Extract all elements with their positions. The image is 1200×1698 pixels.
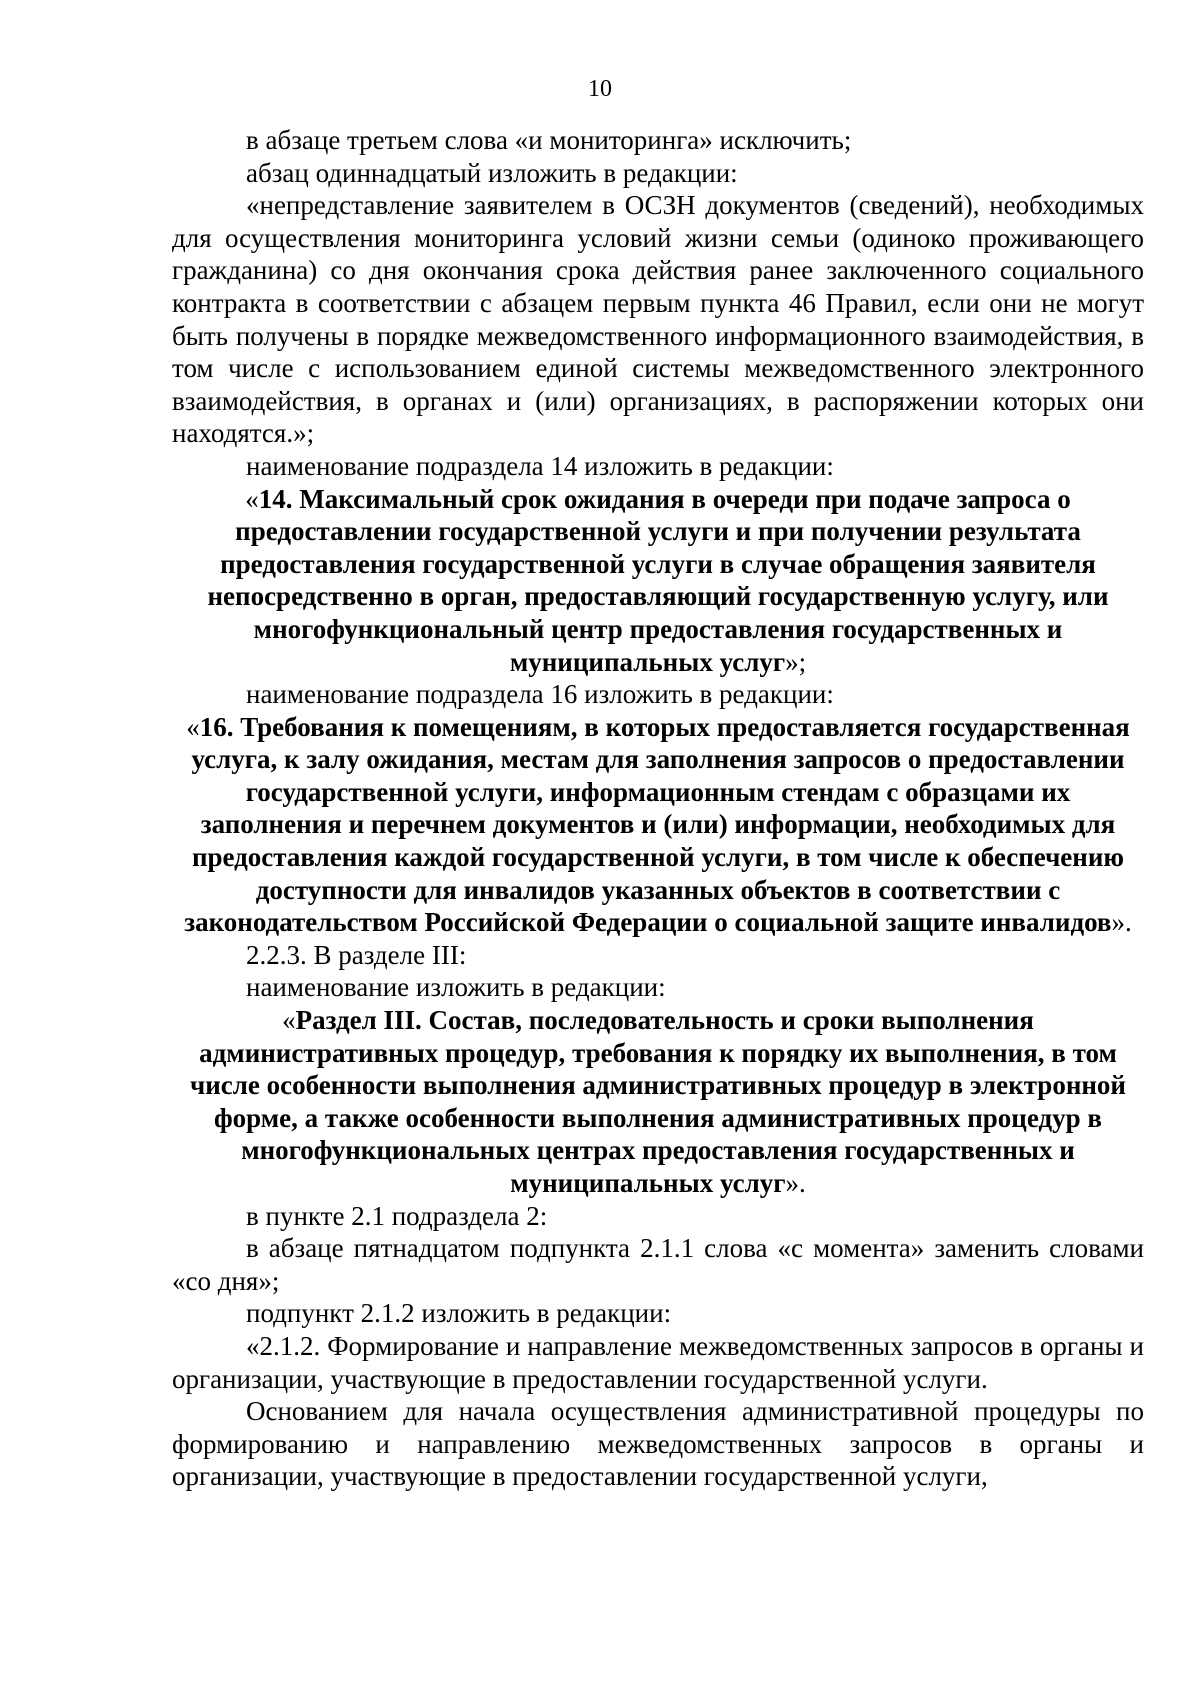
heading-open-quote: « xyxy=(282,1005,296,1036)
paragraph: в пункте 2.1 подраздела 2: xyxy=(246,1200,548,1231)
paragraph: наименование изложить в редакции: xyxy=(246,972,666,1003)
section-heading-3 xyxy=(172,1004,1144,1200)
paragraph: в абзаце третьем слова «и мониторинга» исключить; xyxy=(246,125,852,155)
paragraph: подпункт 2.1.2 изложить в редакции: xyxy=(246,1298,672,1329)
heading-close-quote: ». xyxy=(785,1168,806,1198)
paragraph: в абзаце пятнадцатом подпункта 2.1.1 слова «с момента» заменить словами «со дня»; xyxy=(172,1233,1144,1296)
heading-text: 16. Требования к помещениям, в которых предоставляется государственная услуга, к залу ожидания, местам для заполнения запросов о предоставлении государственной услуги, информационным стендам с образцами их заполнения и перечнем документов и (или) информации, необходимых для предоставления каждой государственной услуги, в том числе к обеспечению доступности для инвалидов указанных объектов в соответствии с законодательством Российской Федерации о социальной защите инвалидов xyxy=(184,711,1130,938)
document-body xyxy=(172,124,1144,1493)
paragraph: Основанием для начала осуществления административной процедуры по формированию и направлению межведомственных запросов в органы и организации, участвующие в предоставлении государственной услуги, xyxy=(172,1396,1144,1492)
paragraph: «непредставление заявителем в ОСЗН документов (сведений), необходимых для осуществления мониторинга условий жизни семьи (одиноко проживающего гражданина) со дня окончания срока действия ранее заключенного социального контракта в соответствии с абзацем первым пункта 46 Правил, если они не могут быть получены в порядке межведомственного информационного взаимодействия, в том числе с использованием единой системы межведомственного электронного взаимодействия, в органах и (или) организациях, в распоряжении которых они находятся.»; xyxy=(172,190,1144,449)
paragraph: наименование подраздела 16 изложить в редакции: xyxy=(246,679,834,710)
section-heading-14 xyxy=(172,483,1144,679)
paragraph: «2.1.2. Формирование и направление межведомственных запросов в органы и организации, участвующие в предоставлении государственной услуги. xyxy=(172,1330,1144,1394)
heading-close-quote: »; xyxy=(785,646,807,677)
heading-open-quote: « xyxy=(245,483,259,514)
heading-open-quote: « xyxy=(186,711,200,742)
heading-close-quote: ». xyxy=(1111,907,1132,938)
page-number: 10 xyxy=(588,76,612,102)
section-heading-16 xyxy=(172,711,1144,939)
paragraph: наименование подраздела 14 изложить в редакции: xyxy=(246,450,834,481)
heading-text: Раздел III. Состав, последовательность и сроки выполнения административных процедур, требования к порядку их выполнения, в том числе особенности выполнения административных процедур в электронной форме, а также особенности выполнения административных процедур в многофункциональных центрах предоставления государственных и муниципальных услуг xyxy=(189,1005,1126,1198)
heading-text: 14. Максимальный срок ожидания в очереди при подаче запроса о предоставлении государственной услуги и при получении результата предоставления государственной услуги в случае обращения заявителя непосредственно в орган, предоставляющий государственную услугу, или многофункциональный центр предоставления государственных и муниципальных услуг xyxy=(207,483,1109,677)
paragraph: 2.2.3. В разделе III: xyxy=(246,939,467,970)
paragraph: абзац одиннадцатый изложить в редакции: xyxy=(246,157,738,188)
